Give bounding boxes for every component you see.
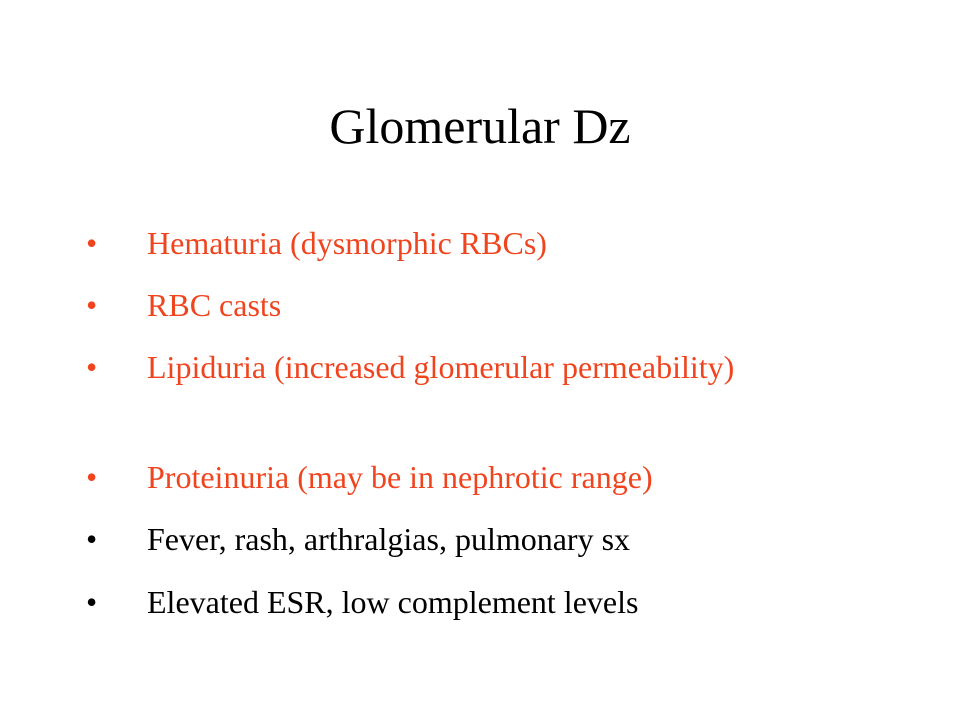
slide-title: Glomerular Dz <box>329 98 631 154</box>
bullet-text: Elevated ESR, low complement levels <box>147 584 639 620</box>
bullet-item <box>86 286 866 324</box>
bullet-marker: • <box>86 521 98 557</box>
bullet-marker: • <box>86 584 98 620</box>
bullet-item <box>86 520 866 558</box>
bullet-text: Lipiduria (increased glomerular permeability) <box>147 349 735 385</box>
bullet-item <box>86 583 866 621</box>
bullet-marker: • <box>86 459 98 495</box>
bullet-text: Hematuria (dysmorphic RBCs) <box>147 225 547 261</box>
bullet-text: Proteinuria (may be in nephrotic range) <box>147 459 653 495</box>
bullet-item <box>86 224 866 262</box>
bullet-marker: • <box>86 225 98 261</box>
bullet-marker: • <box>86 349 98 385</box>
bullet-text: Fever, rash, arthralgias, pulmonary sx <box>147 521 631 557</box>
bullet-text: RBC casts <box>147 287 282 323</box>
bullet-item <box>86 348 866 386</box>
bullet-marker: • <box>86 287 98 323</box>
bullet-item <box>86 458 866 496</box>
